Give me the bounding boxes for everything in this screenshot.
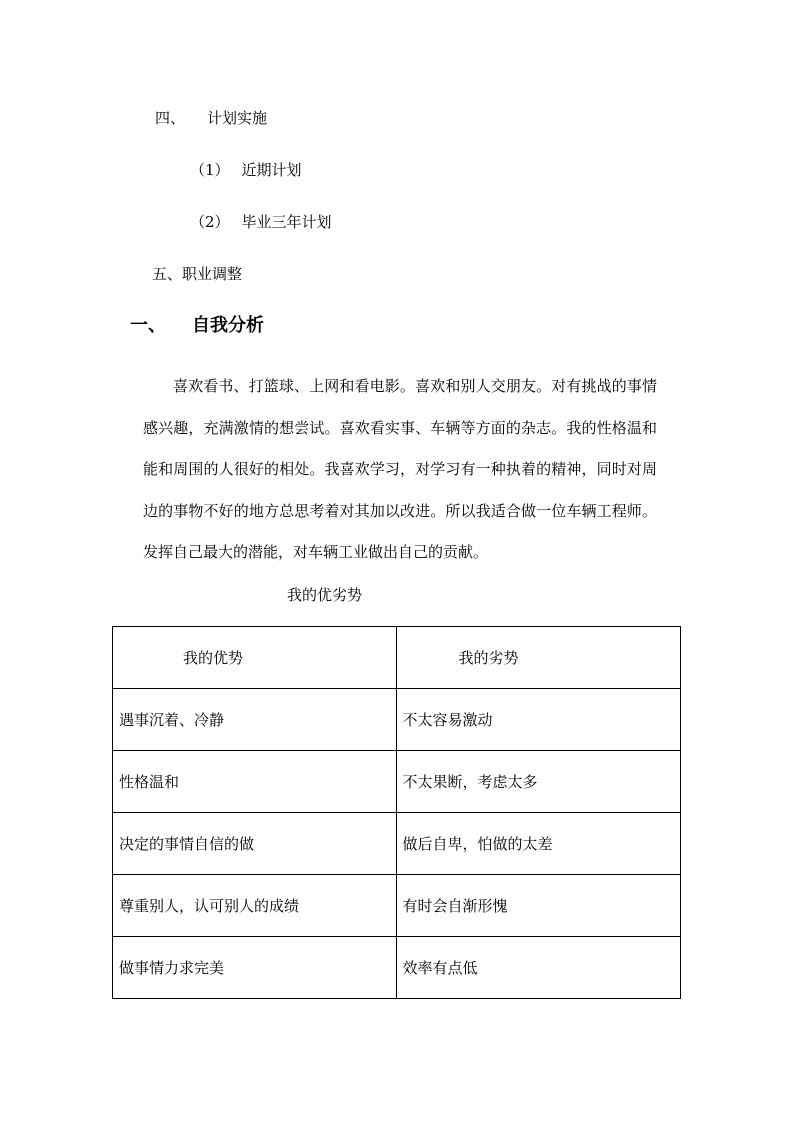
weakness-cell: 不太容易激动 [396,689,681,751]
outline-section-four [155,108,267,128]
strength-cell: 遇事沉着、冷静 [113,689,397,751]
table-caption: 我的优劣势 [287,586,363,604]
section-four-number: 四、 [155,109,186,127]
three-year-title: 毕业三年计划 [241,213,332,231]
near-term-number: （1） [190,161,230,179]
weakness-cell: 做后自卑，怕做的太差 [396,813,681,875]
self-analysis-paragraph: 喜欢看书、打篮球、上网和看电影。喜欢和别人交朋友。对有挑战的事情感兴趣，充满激情的想尝试。喜欢看实事、车辆等方面的杂志。我的性格温和能和周围的人很好的相处。我喜欢学习，对学习有一种执着的精神，同时对周边的事物不好的地方总思考着对其加以改进。所以我适合做一位车辆工程师。发挥自己最大的潜能，对车辆工业做出自己的贡献。 [143,377,657,561]
table-row [113,689,681,751]
table-header-row [113,627,681,689]
weakness-cell: 不太果断，考虑太多 [396,751,681,813]
strengths-weaknesses-table [112,626,681,999]
section-one-number: 一、 [130,315,166,336]
outline-near-term-plan [190,160,302,180]
section-four-title: 计划实施 [207,109,268,127]
strength-cell: 尊重别人，认可别人的成绩 [113,875,397,937]
weakness-cell: 有时会自渐形愧 [396,875,681,937]
outline-section-five: 五、职业调整 [152,265,243,283]
three-year-number: （2） [190,213,230,231]
weakness-cell: 效率有点低 [396,937,681,999]
strength-cell: 性格温和 [113,751,397,813]
outline-three-year-plan [190,212,332,232]
header-strengths: 我的优势 [113,627,397,689]
section-one-heading [130,314,264,338]
table-row [113,813,681,875]
table-row [113,937,681,999]
table-row [113,751,681,813]
section-one-title: 自我分析 [192,315,264,336]
table-row [113,875,681,937]
strength-cell: 做事情力求完美 [113,937,397,999]
near-term-title: 近期计划 [241,161,302,179]
header-weaknesses: 我的劣势 [396,627,681,689]
strength-cell: 决定的事情自信的做 [113,813,397,875]
